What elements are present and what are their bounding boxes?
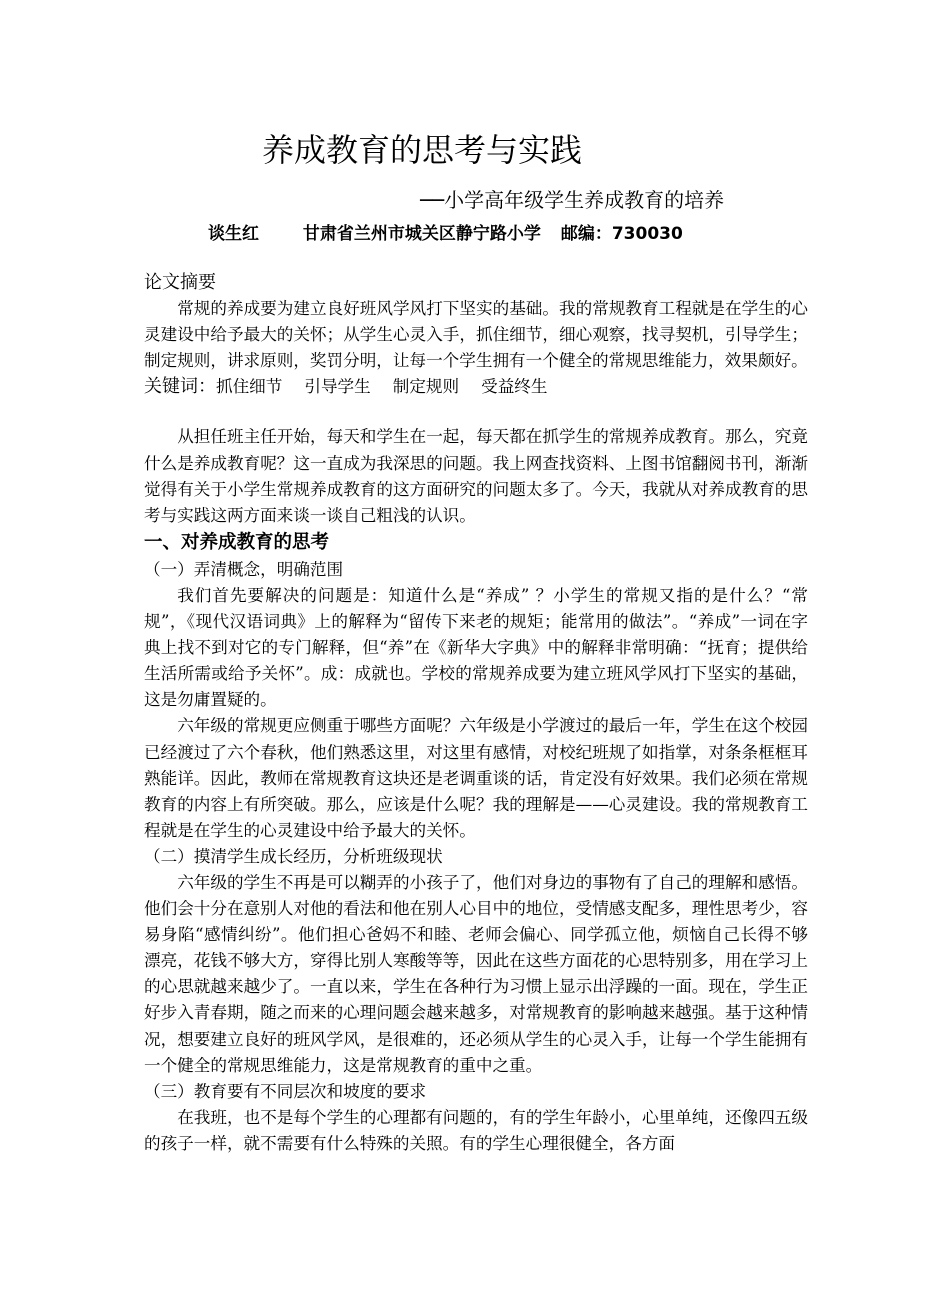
keywords-line bbox=[144, 374, 808, 400]
author-name: 谈生红 bbox=[208, 224, 259, 244]
body-paragraph: 六年级的常规更应侧重于哪些方面呢？六年级是小学渡过的最后一年，学生在这个校园已经渡过了六个春秋，他们熟悉这里，对这里有感情，对校纪班规了如指掌，对条条框框耳熟能详。因此，教师在常规教育这块还是老调重谈的话，肯定没有好效果。我们必须在常规教育的内容上有所突破。那么，应该是什么呢？我的理解是——心灵建设。我的常规教育工程就是在学生的心灵建设中给予最大的关怀。 bbox=[144, 716, 808, 840]
intro-paragraph: 从担任班主任开始，每天和学生在一起，每天都在抓学生的常规养成教育。那么，究竟什么是养成教育呢？这一直成为我深思的问题。我上网查找资料、上图书馆翻阅书刊，渐渐觉得有关于小学生常规养成教育的这方面研究的问题太多了。今天，我就从对养成教育的思考与实践这两方面来谈一谈自己粗浅的认识。 bbox=[144, 427, 808, 525]
abstract-text: 常规的养成要为建立良好班风学风打下坚实的基础。我的常规教育工程就是在学生的心灵建设中给予最大的关怀；从学生心灵入手，抓住细节，细心观察，找寻契机，引导学生；制定规则，讲求原则，奖罚分明，让每一个学生拥有一个健全的常规思维能力，效果颇好。 bbox=[144, 299, 808, 371]
keyword-item: 制定规则 bbox=[392, 377, 460, 397]
body-paragraph: 六年级的学生不再是可以糊弄的小孩子了，他们对身边的事物有了自己的理解和感悟。他们会十分在意别人对他的看法和他在别人心目中的地位，受情感支配多，理性思考少，容易身陷“感情纠纷”。他们担心爸妈不和睦、老师会偏心、同学孤立他，烦恼自己长得不够漂亮，花钱不够大方，穿得比别人寒酸等等，因此在这些方面花的心思特别多，用在学习上的心思就越来越少了。一直以来，学生在各种行为习惯上显示出浮躁的一面。现在，学生正好步入青春期，随之而来的心理问题会越来越多，对常规教育的影响越来越强。基于这种情况，想要建立良好的班风学风，是很难的，还必须从学生的心灵入手，让每一个学生能拥有一个健全的常规思维能力，这是常规教育的重中之重。 bbox=[144, 872, 808, 1075]
author-postcode: 邮编：730030 bbox=[560, 224, 683, 244]
keyword-item: 抓住细节 bbox=[216, 377, 283, 397]
keywords-label: 关键词： bbox=[144, 376, 216, 398]
body-paragraph: 我们首先要解决的问题是：知道什么是“养成” ？小学生的常规又指的是什么？“常规”，《现代汉语词典》上的解释为“留传下来老的规矩；能常用的做法”。“养成”一词在字典上找不到对它的专门解释，但“养”在《新华大字典》中的解释非常明确：“抚育；提供给生活所需或给予关怀”。成：成就也。学校的常规养成要为建立班风学风打下坚实的基础，这是勿庸置疑的。 bbox=[144, 585, 808, 710]
author-school: 甘肃省兰州市城关区静宁路小学 bbox=[302, 224, 541, 244]
subsection-heading: （三）教育要有不同层次和坡度的要求 bbox=[144, 1081, 427, 1101]
abstract-heading: 论文摘要 bbox=[144, 272, 216, 293]
keyword-item: 引导学生 bbox=[304, 377, 371, 397]
document-subtitle: ──小学高年级学生养成教育的培养 bbox=[420, 188, 725, 212]
document-title: 养成教育的思考与实践 bbox=[262, 131, 583, 169]
section-heading: 一、对养成教育的思考 bbox=[144, 531, 330, 553]
subsection-heading: （二）摸清学生成长经历，分析班级现状 bbox=[144, 846, 443, 866]
keyword-item: 受益终生 bbox=[481, 377, 548, 397]
document-body bbox=[144, 270, 808, 1157]
spacer bbox=[144, 400, 808, 424]
subsection-heading: （一）弄清概念，明确范围 bbox=[144, 559, 344, 579]
author-line bbox=[208, 222, 683, 246]
body-paragraph: 在我班，也不是每个学生的心理都有问题的，有的学生年龄小，心里单纯，还像四五级的孩子一样，就不需要有什么特殊的关照。有的学生心理很健全，各方面 bbox=[144, 1107, 808, 1153]
